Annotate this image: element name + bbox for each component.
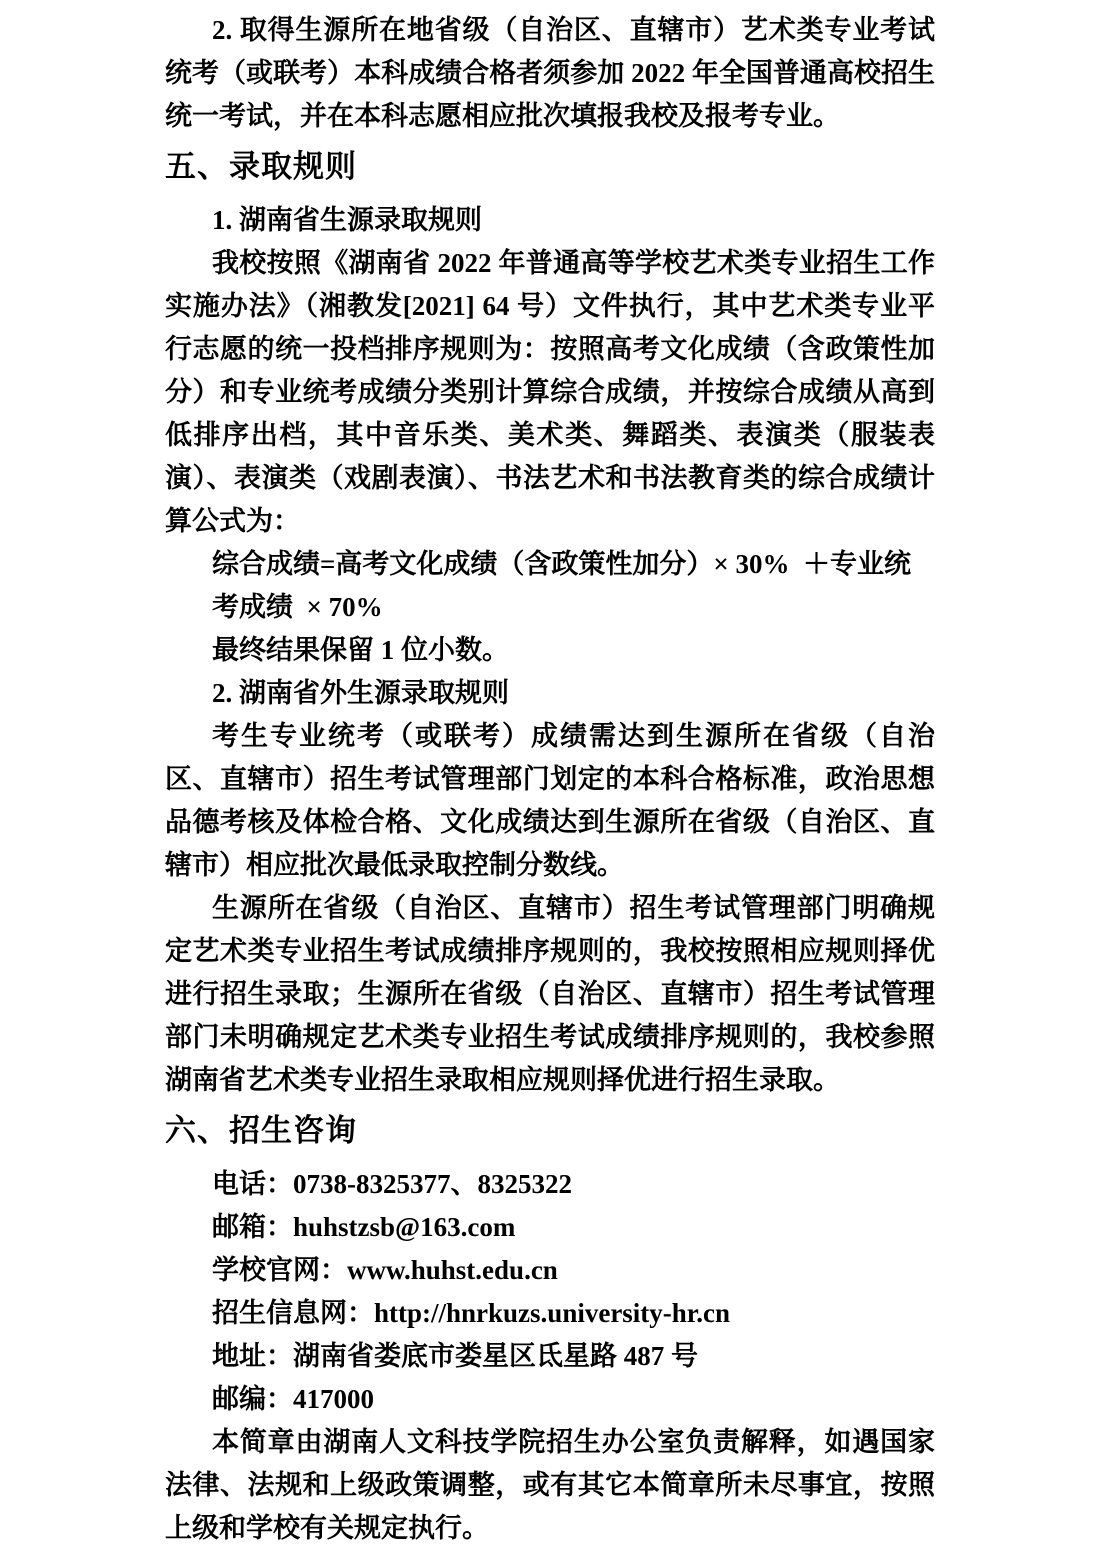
contact-postcode: 邮编：417000 — [212, 1384, 374, 1414]
section5-sub2-body1: 考生专业统考（或联考）成绩需达到生源所在省级（自治区、直辖市）招生考试管理部门划定的本科合格标准，政治思想品德考核及体检合格、文化成绩达到生源所在省级（自治区、直辖市）相应批次最低录取控制分数线。 — [165, 721, 935, 880]
contact-official-website: 学校官网：www.huhst.edu.cn — [212, 1255, 558, 1285]
contact-email: 邮箱：huhstzsb@163.com — [212, 1212, 516, 1242]
contact-admissions-website: 招生信息网：http://hnrkuzs.university-hr.cn — [212, 1298, 731, 1328]
contact-list — [165, 1163, 935, 1421]
formula-block — [212, 543, 935, 672]
closing-paragraph: 本简章由湖南人文科技学院招生办公室负责解释，如遇国家法律、法规和上级政策调整，或有其它本简章所未尽事宜，按照上级和学校有关规定执行。 — [165, 1427, 935, 1543]
section5-sub1-body: 我校按照《湖南省 2022 年普通高等学校艺术类专业招生工作实施办法》（湘教发[2021] 64 号）文件执行，其中艺术类专业平行志愿的统一投档排序规则为：按照高考文化成绩（含政策性加分）和专业统考成绩分类别计算综合成绩，并按综合成绩从高到低排序出档，其中音乐类、美术类、舞蹈类、表演类（服装表演）、表演类（戏剧表演）、书法艺术和书法教育类的综合成绩计算公式为： — [165, 248, 935, 536]
formula-note: 最终结果保留 1 位小数。 — [212, 635, 509, 665]
composite-score-formula: 综合成绩=高考文化成绩（含政策性加分）× 30% ＋专业统考成绩 × 70% — [212, 549, 912, 622]
intro-paragraph: 2. 取得生源所在地省级（自治区、直辖市）艺术类专业考试统考（或联考）本科成绩合格者须参加 2022 年全国普通高校招生统一考试，并在本科志愿相应批次填报我校及报考专业。 — [165, 15, 935, 131]
section5-sub2-body2: 生源所在省级（自治区、直辖市）招生考试管理部门明确规定艺术类专业招生考试成绩排序规则的，我校按照相应规则择优进行招生录取；生源所在省级（自治区、直辖市）招生考试管理部门未明确规定艺术类专业招生考试成绩排序规则的，我校参照湖南省艺术类专业招生录取相应规则择优进行招生录取。 — [165, 893, 935, 1095]
section6-heading: 六、招生咨询 — [165, 1113, 357, 1148]
section5-sub1-title: 1. 湖南省生源录取规则 — [212, 205, 482, 235]
contact-phone: 电话：0738-8325377、8325322 — [212, 1169, 572, 1199]
section5-heading: 五、录取规则 — [165, 149, 357, 184]
contact-address: 地址：湖南省娄底市娄星区氐星路 487 号 — [212, 1341, 698, 1371]
section5-sub2-title: 2. 湖南省外生源录取规则 — [212, 678, 509, 708]
